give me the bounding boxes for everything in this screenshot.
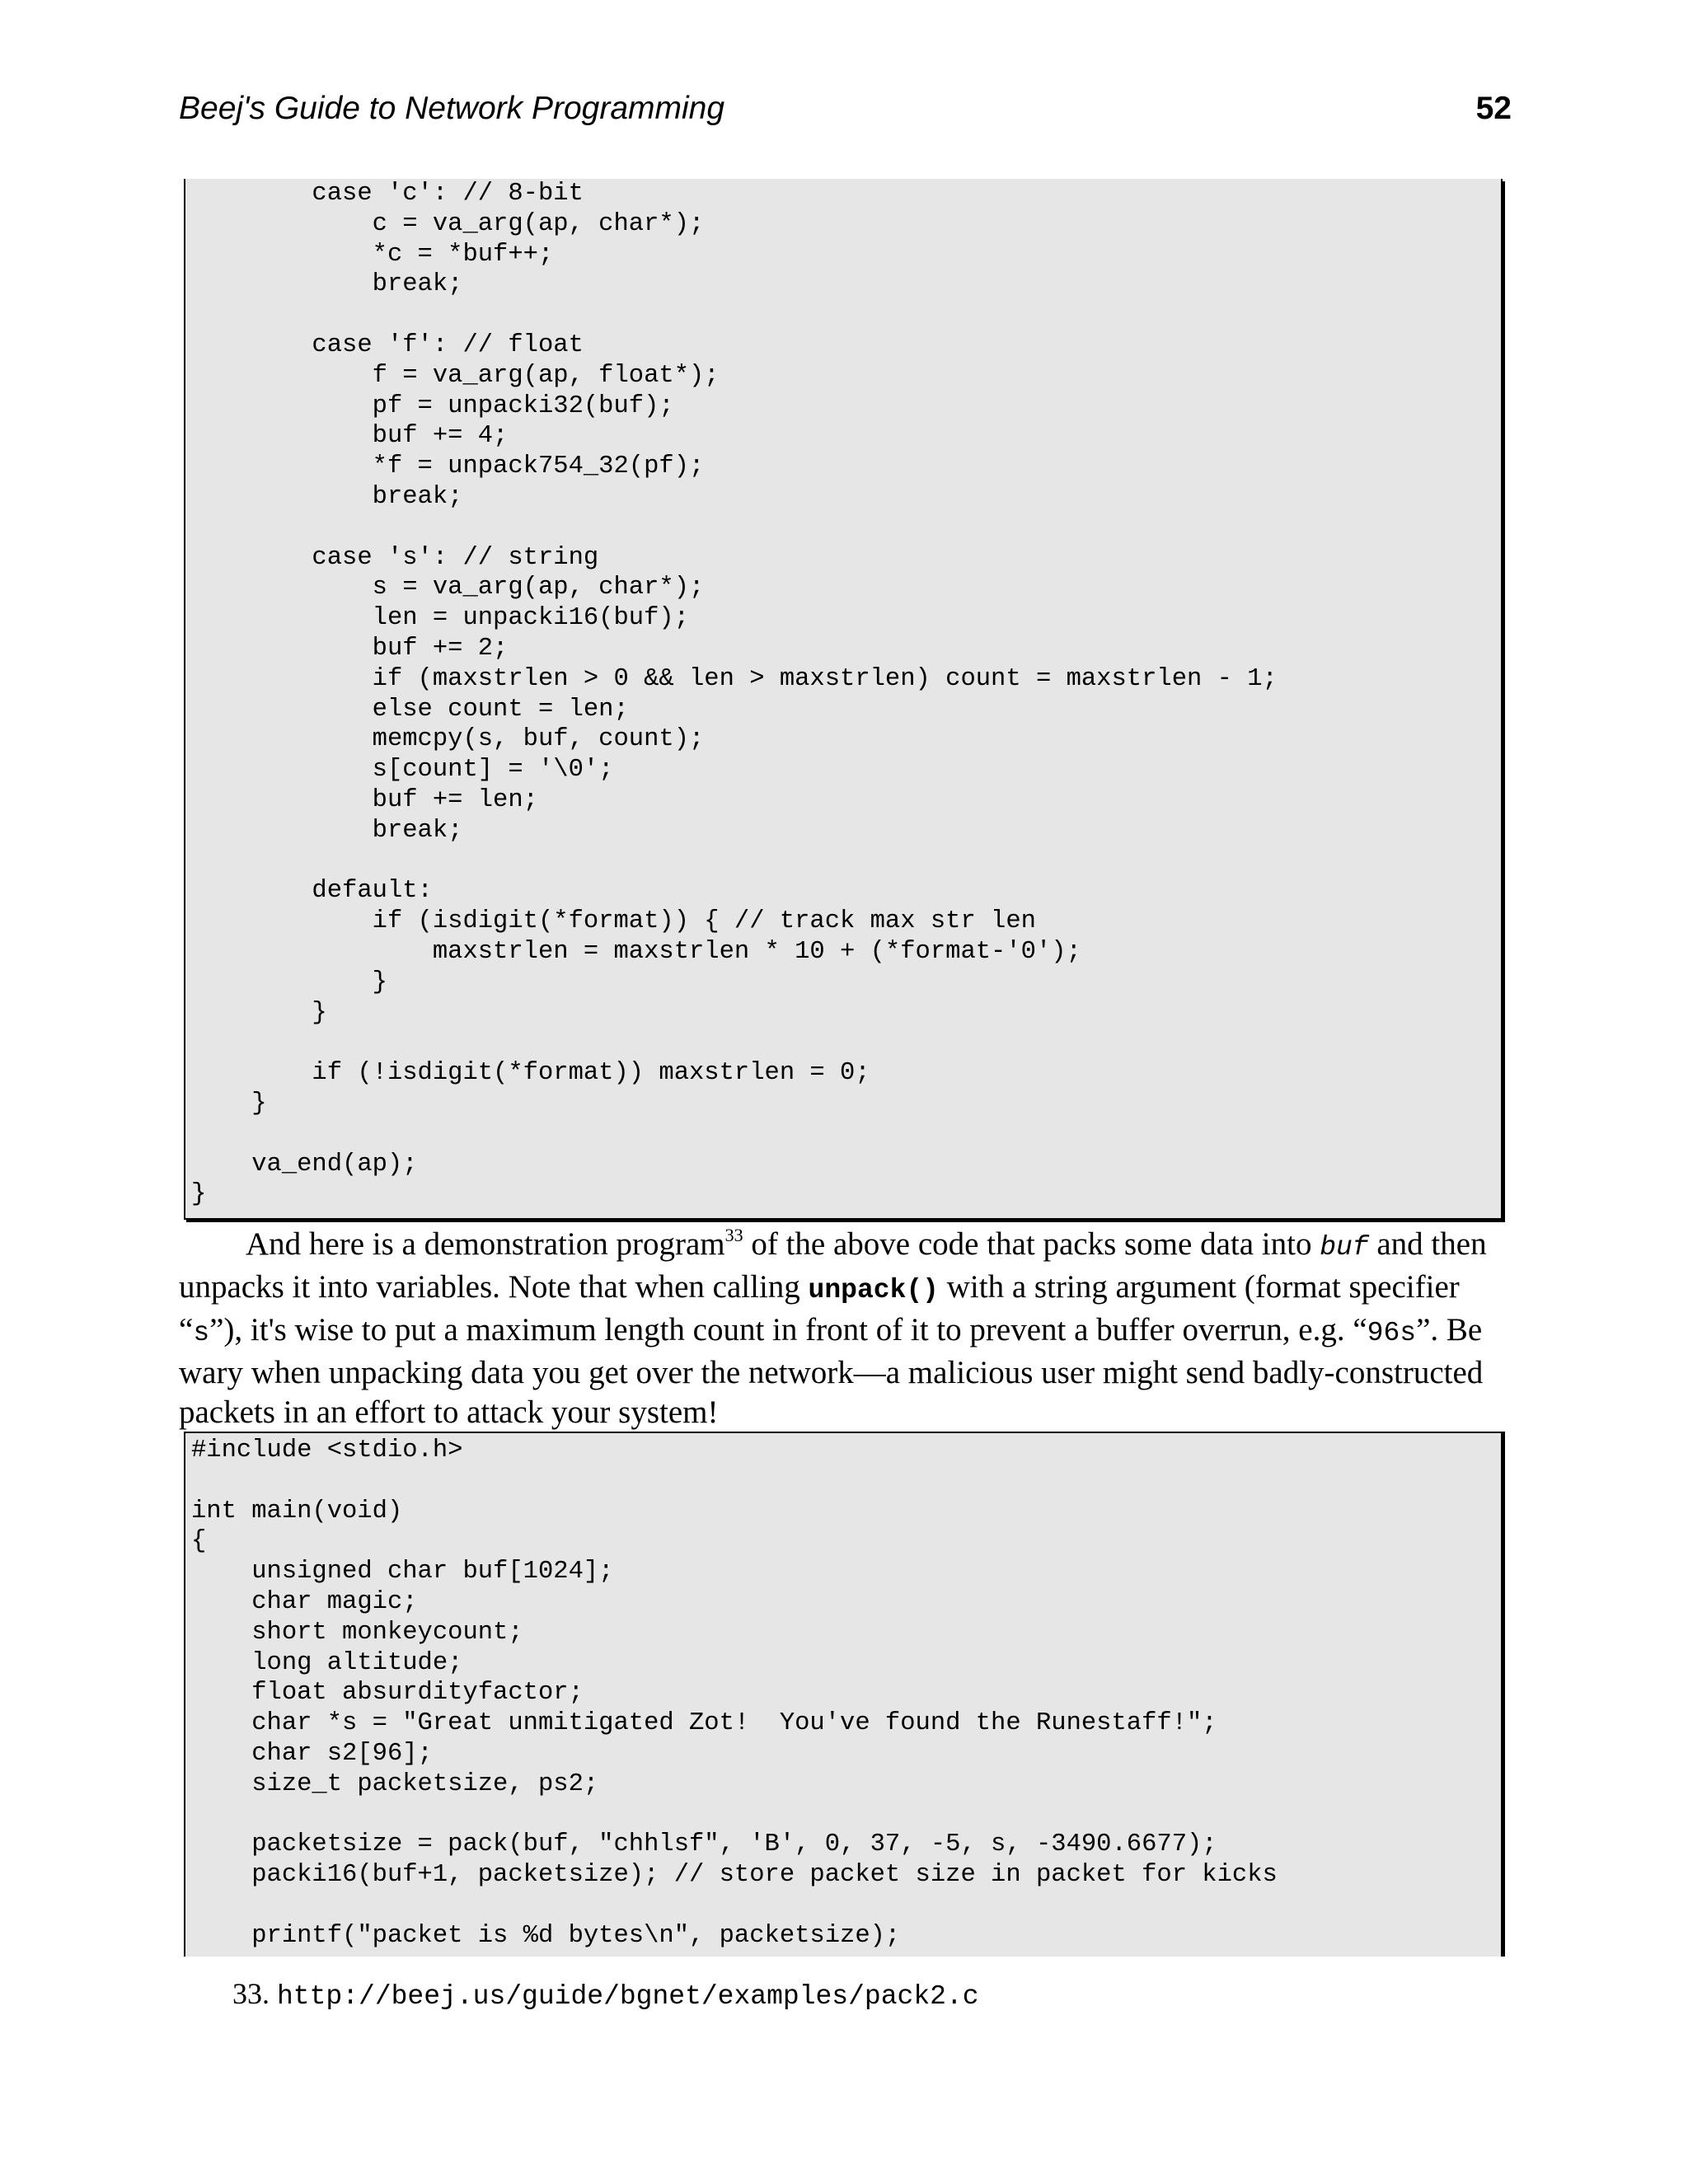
page-header (179, 91, 1512, 140)
footnote (232, 1976, 979, 2012)
text-segment: with a string argument (format specifier “ (179, 1269, 1460, 1347)
text-segment: ”. Be wary when unpacking data you get over the network—a malicious user might send badly-constructed packets in an effort to attack your system! (179, 1312, 1484, 1430)
paragraph-text (179, 1225, 1518, 1432)
inline-code-buf: buf (1320, 1232, 1369, 1263)
inline-code-unpack: unpack() (808, 1275, 939, 1305)
footnote-reference[interactable]: 33 (724, 1225, 743, 1245)
text-segment: And here is a demonstration program (246, 1226, 725, 1262)
code-listing-unpack-continued (184, 179, 1503, 1220)
page-number: 52 (1475, 91, 1512, 126)
code-listing-pack2-demo (184, 1432, 1503, 1957)
body-paragraph (179, 1225, 1518, 1432)
inline-code-s: s (193, 1318, 210, 1348)
text-segment: and then unpacks it into variables. Note that when calling (179, 1226, 1487, 1305)
running-title: Beej's Guide to Network Programming (179, 91, 725, 126)
code-text: case 'c': // 8-bit c = va_arg(ap, char*); *c = *buf++; break; case 'f': // float f = va_arg(ap, float*); pf = unpacki32(buf); buf += 4; *f = unpack754_32(pf); break; case 's': // string s = va_arg(ap, char*); len = unpacki16(buf); buf += 2; if (maxstrlen > 0 && len > maxstrlen) count = maxstrlen - 1; else count = len; memcpy(s, buf, count); s[count] = '\0'; buf += len; break; default: if (isdigit(*format)) { // track max str len maxstrlen = maxstrlen * 10 + (*format-'0'); } } if (!isdigit(*format)) maxstrlen = 0; } va_end(ap); } (191, 180, 1278, 1209)
inline-code-96s: 96s (1367, 1318, 1417, 1348)
footnote-number: 33. (232, 1977, 270, 2010)
text-segment: ”), it's wise to put a maximum length count in front of it to prevent a buffer overrun, e.g. “ (209, 1312, 1367, 1347)
code-text: #include <stdio.h> int main(void) { unsigned char buf[1024]; char magic; short monkeycount; long altitude; float absurdityfactor; char *s = "Great unmitigated Zot! You've found the Runestaff!"; char s2[96]; size_t packetsize, ps2; packetsize = pack(buf, "chhlsf", 'B', 0, 37, -5, s, -3490.6677); packi16(buf+1, packetsize); // store packet size in packet for kicks printf("packet is %d bytes\n", packetsize); (191, 1436, 1278, 1950)
text-segment: of the above code that packs some data into (743, 1226, 1320, 1262)
footnote-url-link[interactable]: http://beej.us/guide/bgnet/examples/pack2.c (277, 1981, 979, 2012)
